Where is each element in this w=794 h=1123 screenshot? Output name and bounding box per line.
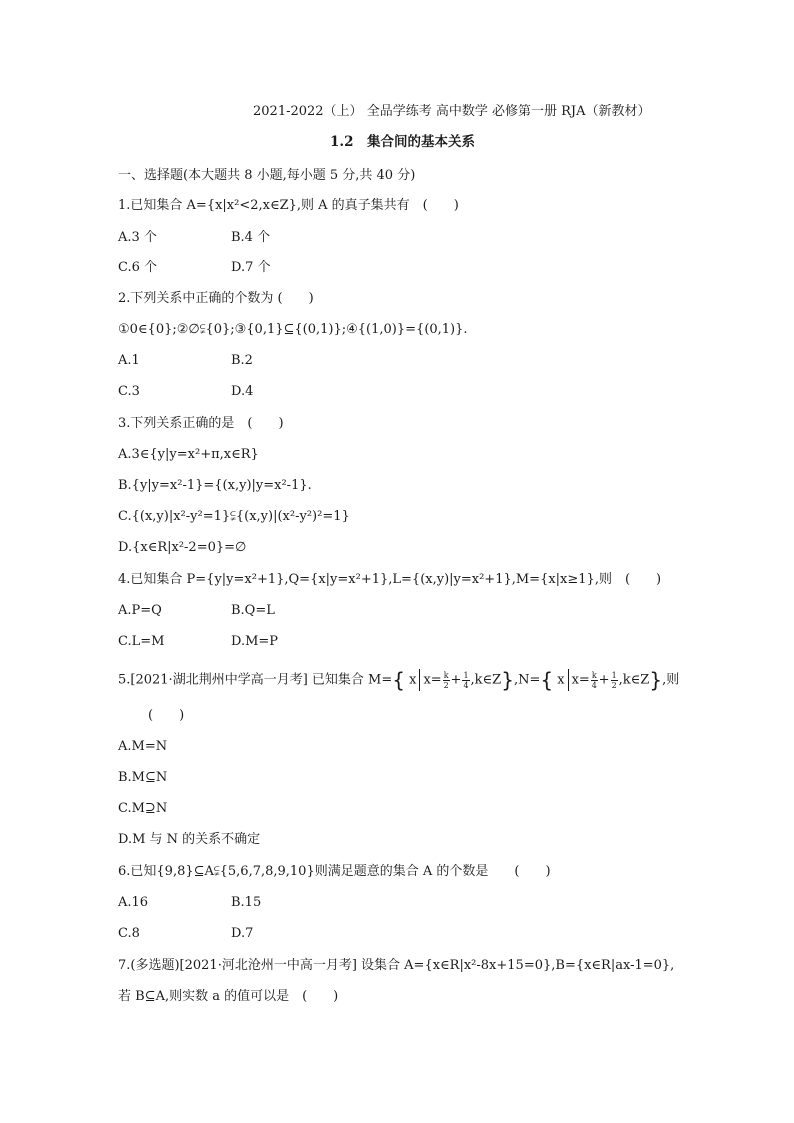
question-3-option-b: B.{y|y=x²-1}={(x,y)|y=x²-1}. xyxy=(118,478,312,493)
question-5-option-a: A.M=N xyxy=(118,739,168,754)
question-5-option-c: C.M⊇N xyxy=(118,801,168,816)
question-6-option-b: B.15 xyxy=(231,895,262,910)
question-1-option-b: B.4 个 xyxy=(231,230,271,245)
question-3-option-c: C.{(x,y)|x²-y²=1}⫋{(x,y)|(x²-y²)²=1} xyxy=(118,509,350,524)
question-1-option-d: D.7 个 xyxy=(231,260,271,275)
question-5-mid: ,N= xyxy=(513,672,541,688)
question-5-prefix: 5.[2021·湖北荆州中学高一月考] 已知集合 M= xyxy=(118,672,393,688)
question-3-option-a: A.3∈{y|y=x²+π,x∈R} xyxy=(118,447,259,462)
question-6-option-a: A.16 xyxy=(118,895,149,910)
fraction-k-over-4: $\frac{k}{4}$ xyxy=(591,670,597,690)
question-5-option-b: B.M⊆N xyxy=(118,770,168,785)
set-m-variable: x xyxy=(409,672,417,688)
set-n-condition-start: x= xyxy=(571,672,590,688)
question-section-heading: 一、选择题(本大题共 8 小题,每小题 5 分,共 40 分) xyxy=(118,168,416,183)
question-5-stem: 5.[2021·湖北荆州中学高一月考] 已知集合 M={ x x= $\frac{k}{2}$ + $\frac{1}{4}$ ,k∈Z},N={ x x= $\frac{k}{4}$ + $\frac{1}{2}$ ,k∈Z},则 xyxy=(118,668,680,692)
question-4-stem: 4.已知集合 P={y|y=x²+1},Q={x|y=x²+1},L={(x,y)|y=x²+1},M={x|x≥1},则 ( ) xyxy=(118,572,662,587)
right-brace-glyph: } xyxy=(501,668,514,692)
set-builder-bar xyxy=(568,669,569,691)
set-n-condition-tail: ,k∈Z xyxy=(618,672,650,688)
question-4-option-b: B.Q=L xyxy=(231,603,275,618)
question-1-option-c: C.6 个 xyxy=(118,260,158,275)
question-7-stem: 7.(多选题)[2021·河北沧州一中高一月考] 设集合 A={x∈R|x²-8x+15=0},B={x∈R|ax-1=0}, xyxy=(118,958,675,973)
question-6-option-c: C.8 xyxy=(118,926,140,941)
fraction-k-over-2: $\frac{k}{2}$ xyxy=(443,670,449,690)
set-m-condition-start: x= xyxy=(423,672,442,688)
question-1-option-a: A.3 个 xyxy=(118,230,157,245)
question-1-stem: 1.已知集合 A={x|x²<2,x∈Z},则 A 的真子集共有 ( ) xyxy=(118,198,459,213)
question-4-option-a: A.P=Q xyxy=(118,603,162,618)
question-5-option-d: D.M 与 N 的关系不确定 xyxy=(118,832,261,847)
question-5-answer-paren: ( ) xyxy=(148,708,185,723)
set-m-condition-tail: ,k∈Z xyxy=(470,672,502,688)
question-3-option-d: D.{x∈R|x²-2=0}=∅ xyxy=(118,540,247,555)
question-6-option-d: D.7 xyxy=(231,926,254,941)
fraction-1-over-4: $\frac{1}{4}$ xyxy=(463,670,469,690)
set-builder-bar xyxy=(419,669,420,691)
question-4-option-d: D.M=P xyxy=(231,634,279,649)
fraction-1-over-2: $\frac{1}{2}$ xyxy=(611,670,617,690)
question-2-items: ①0∈{0};②∅⫋{0};③{0,1}⊆{(0,1)};④{(1,0)}={(0,1)}. xyxy=(118,322,468,337)
question-7-stem-continued: 若 B⊆A,则实数 a 的值可以是 ( ) xyxy=(118,989,339,1004)
left-brace-glyph: { xyxy=(540,668,554,692)
question-3-stem: 3.下列关系正确的是 ( ) xyxy=(118,416,284,431)
left-brace-glyph: { xyxy=(392,668,405,692)
question-5-suffix: ,则 xyxy=(662,672,680,688)
page-header: 2021-2022（上） 全品学练考 高中数学 必修第一册 RJA（新教材） xyxy=(253,104,651,119)
section-title: 1.2 集合间的基本关系 xyxy=(330,134,475,150)
question-2-option-d: D.4 xyxy=(231,384,254,399)
question-2-stem: 2.下列关系中正确的个数为 ( ) xyxy=(118,291,314,306)
right-brace-glyph: } xyxy=(649,668,663,692)
question-2-option-a: A.1 xyxy=(118,353,140,368)
question-2-option-b: B.2 xyxy=(231,353,253,368)
question-6-stem: 6.已知{9,8}⊆A⫋{5,6,7,8,9,10}则满足题意的集合 A 的个数是 ( ) xyxy=(118,864,551,879)
set-n-variable: x xyxy=(557,672,565,688)
question-2-option-c: C.3 xyxy=(118,384,140,399)
question-4-option-c: C.L=M xyxy=(118,634,165,649)
